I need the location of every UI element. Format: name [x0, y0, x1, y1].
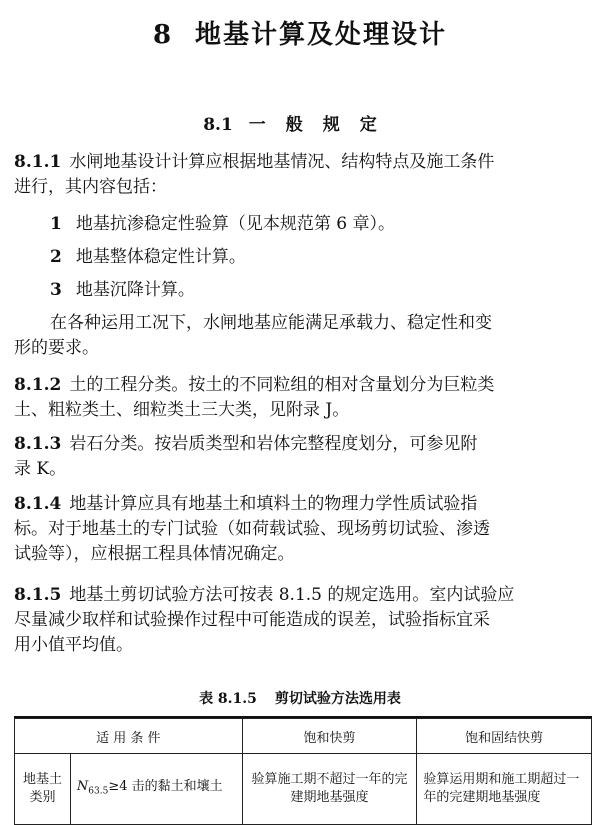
- chapter-title: [0, 14, 600, 51]
- list-item: [50, 245, 246, 270]
- clause-number: 8.1.2: [14, 375, 62, 395]
- section-number: 8.1: [203, 115, 233, 135]
- clause-8-1-1-tail: [14, 311, 594, 361]
- clause-8-1-5: [14, 583, 594, 658]
- table-caption: [0, 688, 600, 708]
- chapter-title-text: 地基计算及处理设计: [195, 20, 448, 50]
- clause-8-1-2: [14, 373, 594, 423]
- clause-8-1-1: [14, 150, 594, 200]
- list-item: [50, 278, 195, 303]
- list-item-number: 3: [50, 280, 62, 300]
- clause-number: 8.1.5: [14, 585, 62, 605]
- chapter-number: 8: [152, 20, 174, 50]
- clause-text-line: 试验等），应根据工程具体情况确定。: [14, 544, 295, 564]
- clause-text-line: 在各种运用工况下，水闸地基应能满足承载力、稳定性和变: [50, 313, 492, 333]
- section-title: [0, 110, 600, 135]
- n-symbol: N: [76, 778, 89, 794]
- table-cell-saturated-quick: 验算施工期不超过一年的完建期地基强度: [242, 754, 417, 825]
- list-item-number: 2: [50, 247, 62, 267]
- clause-text-line: 土、粗粒类土、细粒类土三大类，见附录 J。: [14, 400, 350, 420]
- section-title-text: 一般规定: [248, 115, 397, 135]
- clause-number: 8.1.3: [14, 434, 62, 454]
- clause-text-line: 岩石分类。按岩质类型和岩体完整程度划分，可参见附: [69, 434, 478, 454]
- condition-text: ≥4 击的黏土和壤土: [108, 778, 223, 794]
- clause-text-line: 进行，其内容包括：: [14, 177, 167, 197]
- n-subscript: 63.5: [88, 786, 109, 797]
- clause-text-line: 地基计算应具有地基土和填料土的物理力学性质试验指: [69, 494, 478, 514]
- clause-8-1-4: [14, 492, 594, 567]
- clause-text-line: 水闸地基设计计算应根据地基情况、结构特点及施工条件: [69, 152, 495, 172]
- clause-text-line: 土的工程分类。按土的不同粒组的相对含量划分为巨粒类: [69, 375, 495, 395]
- list-item: [50, 212, 395, 237]
- list-item-text: 地基沉降计算。: [75, 280, 195, 300]
- list-item-number: 1: [50, 214, 62, 234]
- table-header-cell: 饱和快剪: [242, 719, 417, 754]
- list-item-text: 地基整体稳定性计算。: [75, 247, 246, 267]
- clause-text-line: 录 K。: [14, 459, 67, 479]
- clause-text-line: 形的要求。: [14, 338, 99, 358]
- table-title: 剪切试验方法选用表: [274, 691, 401, 707]
- table-header-cell: 饱和固结快剪: [417, 719, 592, 754]
- clause-text-line: 地基土剪切试验方法可按表 8.1.5 的规定选用。室内试验应: [69, 585, 515, 605]
- clause-text-line: 标。对于地基土的专门试验（如荷载试验、现场剪切试验、渗透: [14, 519, 490, 539]
- table-header-row: [15, 719, 592, 754]
- table-cell-category: 地基土类别: [15, 754, 71, 825]
- clause-number: 8.1.1: [14, 152, 62, 172]
- list-item-text: 地基抗渗稳定性验算（见本规范第 6 章）。: [75, 214, 395, 234]
- table-header-cell: 适 用 条 件: [15, 719, 243, 754]
- clause-text-line: 尽量减少取样和试验操作过程中可能造成的误差，试验指标宜采: [14, 610, 490, 630]
- table-cell-condition: [70, 754, 242, 825]
- clause-number: 8.1.4: [14, 494, 62, 514]
- table-number: 表 8.1.5: [199, 691, 257, 707]
- table-row: [15, 754, 592, 825]
- shear-test-table: [14, 718, 592, 825]
- clause-text-line: 用小值平均值。: [14, 635, 133, 655]
- clause-8-1-3: [14, 432, 594, 482]
- table-cell-saturated-consolidated: 验算运用期和施工期超过一年的完建期地基强度: [417, 754, 592, 825]
